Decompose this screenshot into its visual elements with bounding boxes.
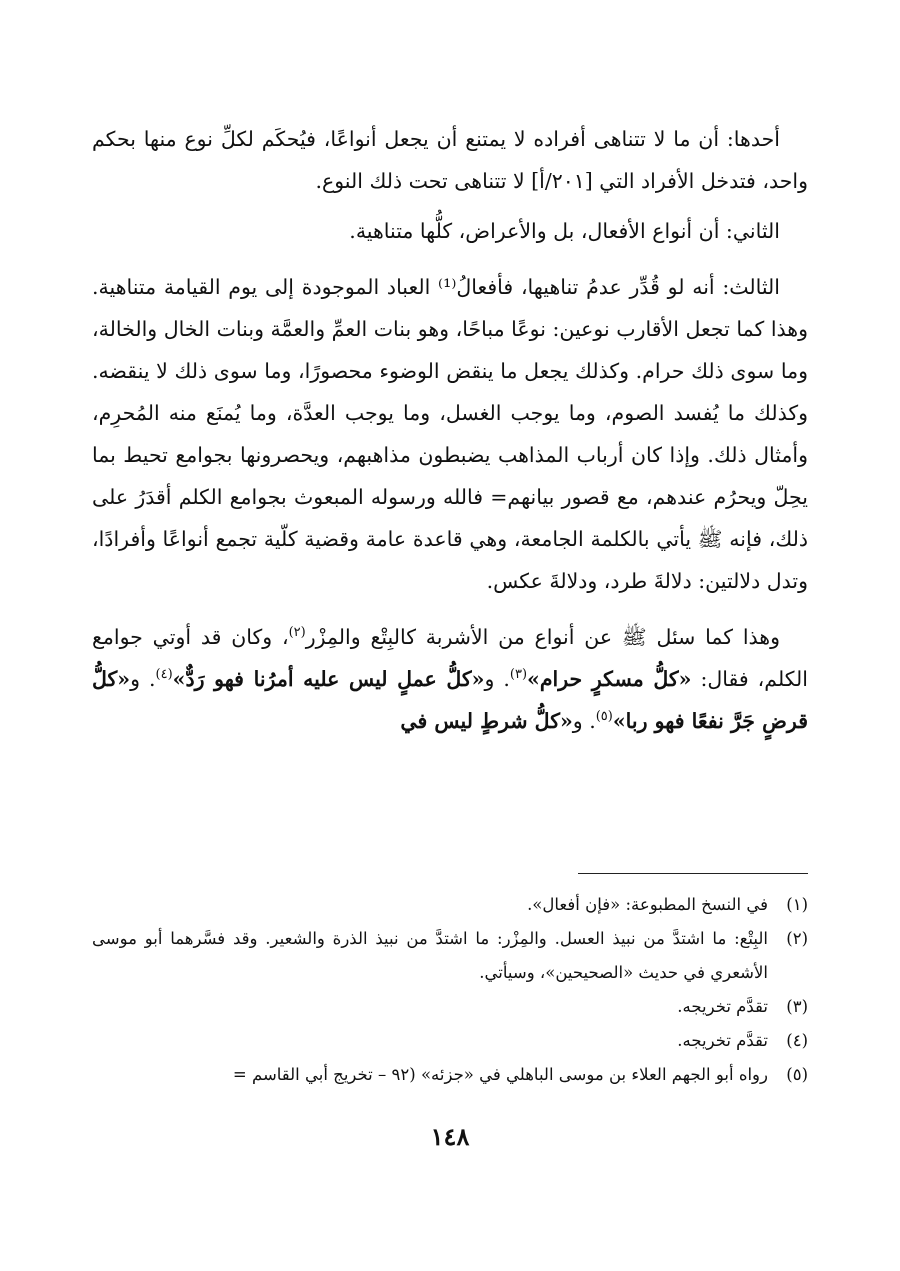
examples-connector: ، وكان قد أوتي جوامع الكلم، فقال: xyxy=(92,625,808,691)
hadith-quote-2: «كلُّ عملٍ ليس عليه أمرُنا فهو رَدٌّ» xyxy=(172,667,485,691)
hadith-quote-3: «كلُّ قرضٍ جَرَّ نفعًا فهو ربا» xyxy=(92,667,808,733)
footnote-ref-3: (٣) xyxy=(509,667,528,683)
footnotes xyxy=(92,888,808,1092)
footnote-item xyxy=(92,1058,808,1092)
footnote-text: تقدَّم تخريجه. xyxy=(677,1031,768,1050)
footnote-number: (١) xyxy=(786,895,808,914)
paragraph-second-point: الثاني: أن أنواع الأفعال، بل والأعراض، كلُّها متناهية. xyxy=(349,219,780,243)
footnote-item xyxy=(92,1024,808,1058)
page-number: ١٤٨ xyxy=(430,1122,470,1151)
footnote-ref-2: (٢) xyxy=(288,625,306,641)
hadith-quote-4: «كلُّ شرطٍ ليس في xyxy=(400,709,573,733)
footnote-divider xyxy=(578,873,808,874)
paragraph-examples xyxy=(92,616,808,742)
footnote-text: رواه أبو الجهم العلاء بن موسى الباهلي في «جزئه» (٩٢ – تخريج أبي القاسم = xyxy=(232,1065,768,1084)
hadith-quote-1: «كلُّ مسكرٍ حرام» xyxy=(527,667,692,691)
footnote-number: (٤) xyxy=(786,1031,808,1050)
footnote-item xyxy=(92,888,808,922)
footnote-text: تقدَّم تخريجه. xyxy=(677,997,768,1016)
separator-1: . و xyxy=(484,667,510,691)
main-text xyxy=(92,118,808,742)
footnote-item xyxy=(92,990,808,1024)
footnote-text: البِتْع: ما اشتدَّ من نبيذ العسل. والمِزْر: ما اشتدَّ من نبيذ الذرة والشعير. وقد فسَّرهما أبو موسى الأشعري في حديث «الصحيحين»، وسيأتي. xyxy=(92,929,768,982)
footnote-number: (٥) xyxy=(786,1065,808,1084)
paragraph-first-point: أحدها: أن ما لا تتناهى أفراده لا يمتنع أن يجعل أنواعًا، فيُحكَم لكلِّ نوع منها بحكم واحد، فتدخل الأفراد التي [٢٠١/أ] لا تتناهى تحت ذلك النوع. xyxy=(92,127,808,193)
footnote-number: (٢) xyxy=(786,929,808,948)
paragraph-third-point: الثالث: أنه لو قُدِّر عدمُ تناهيها، فأفعالُ⁽¹⁾ العباد الموجودة إلى يوم القيامة متناهية. وهذا كما تجعل الأقارب نوعين: نوعًا مباحًا، وهو بنات العمِّ والعمَّة وبنات الخال والخالة، وما سوى ذلك حرام. وكذلك يجعل ما ينقض الوضوء محصورًا، وما سوى ذلك لا ينقضه. وكذلك ما يُفسد الصوم، وما يوجب الغسل، وما يوجب العدَّة، وما يُمنَع منه المُحرِم، وأمثال ذلك. وإذا كان أرباب المذاهب يضبطون مذاهبهم، ويحصرونها بجوامع تحيط بما يحِلّ ويحرُم عندهم، مع قصور بيانهم= فالله ورسوله المبعوث بجوامع الكلم أقدَرُ على ذلك، فإنه ﷺ يأتي بالكلمة الجامعة، وهي قاعدة عامة وقضية كلّية تجمع أنواعًا وأفرادًا، وتدل دلالتين: دلالةَ طرد، ودلالةَ عكس. xyxy=(92,275,808,593)
footnote-ref-4: (٤) xyxy=(155,667,173,683)
separator-2: . و xyxy=(130,667,156,691)
footnote-number: (٣) xyxy=(786,997,808,1016)
footnote-item xyxy=(92,922,808,990)
examples-intro: وهذا كما سئل ﷺ عن أنواع من الأشربة كالبِتْع والمِزْر xyxy=(305,625,780,649)
footnote-text: في النسخ المطبوعة: «فإن أفعال». xyxy=(527,895,768,914)
footnote-ref-5: (٥) xyxy=(595,709,613,725)
separator-3: . و xyxy=(572,709,596,733)
